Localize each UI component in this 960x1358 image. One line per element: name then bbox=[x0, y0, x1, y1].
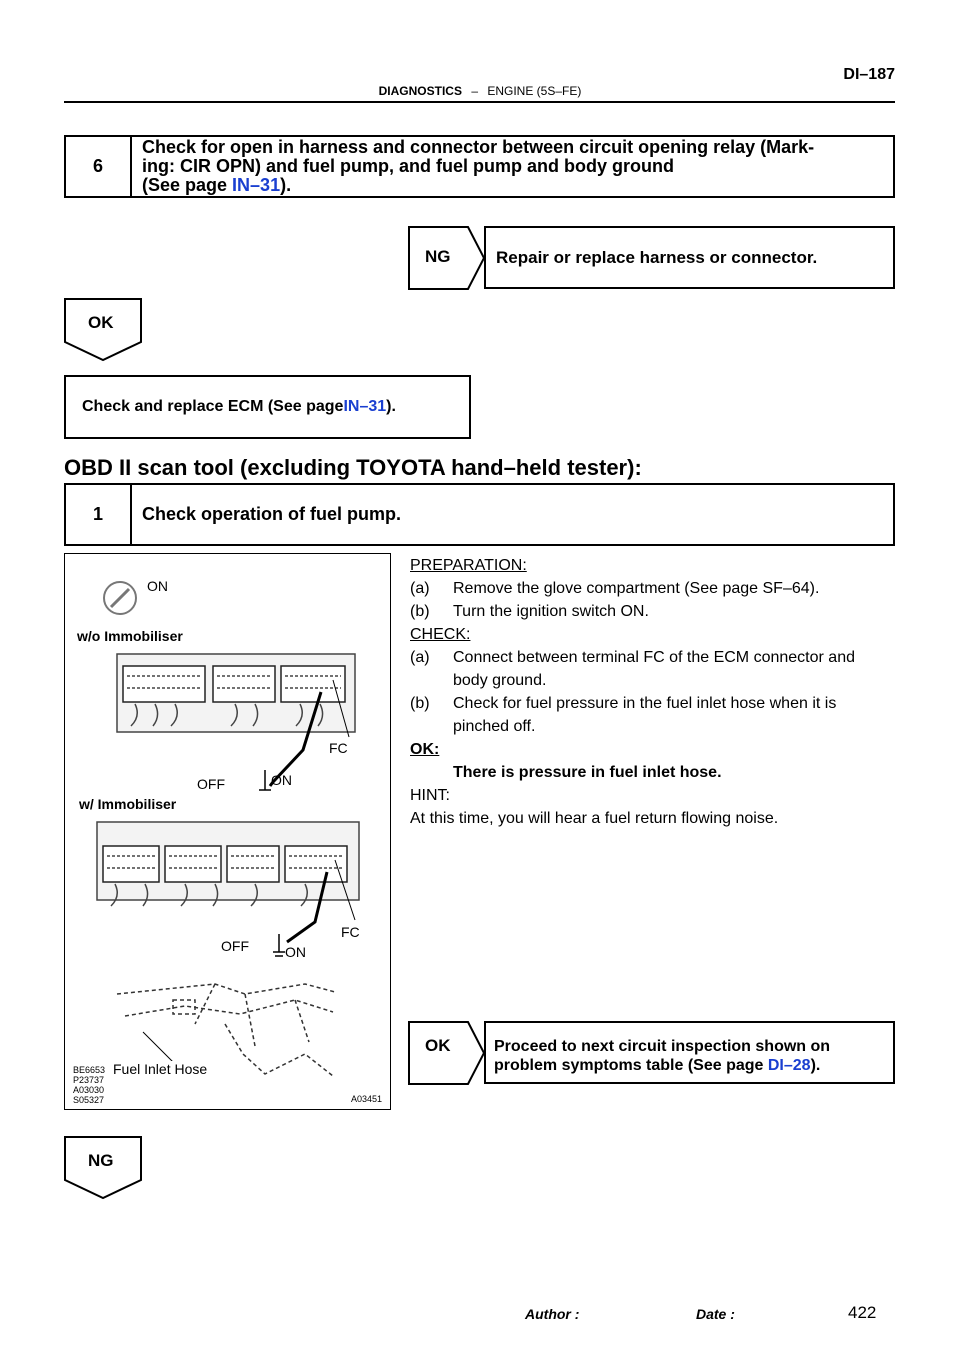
step-6-box bbox=[64, 135, 895, 198]
check-b-cont: pinched off. bbox=[453, 718, 536, 735]
step-6-line-2: ing: CIR OPN) and fuel pump, and fuel pump and body ground bbox=[142, 156, 674, 176]
running-header bbox=[0, 84, 960, 98]
fig-code: A03451 bbox=[351, 1094, 383, 1104]
fig-fc-upper: FC bbox=[329, 740, 348, 756]
ng-result-text: Repair or replace harness or connector. bbox=[496, 247, 818, 267]
link-di-28[interactable]: DI–28 bbox=[767, 1057, 811, 1074]
ok-result-line-1: Proceed to next circuit inspection shown on bbox=[494, 1038, 831, 1055]
prep-b: (b) Turn the ignition switch ON. bbox=[410, 603, 649, 620]
header-subsection: ENGINE (5S–FE) bbox=[487, 84, 582, 98]
step-6-line-1: Check for open in harness and connector between circuit opening relay (Mark- bbox=[142, 137, 815, 157]
fig-fc-lower: FC bbox=[341, 924, 360, 940]
fig-on-upper: ON bbox=[271, 772, 292, 788]
step-1-text: Check operation of fuel pump. bbox=[142, 504, 402, 524]
header-rule bbox=[64, 101, 895, 103]
ok-result-box bbox=[484, 1021, 895, 1084]
fig-on-label: ON bbox=[147, 578, 168, 594]
figure-frame bbox=[64, 553, 391, 1110]
ng-label: NG bbox=[425, 247, 451, 266]
fig-off-lower: OFF bbox=[221, 938, 249, 954]
page-code: DI–187 bbox=[843, 66, 895, 83]
fig-ref-codes: BE6653 P23737 A03030 S05327 bbox=[73, 1065, 106, 1105]
ok-text: There is pressure in fuel inlet hose. bbox=[453, 764, 722, 781]
hint-text: At this time, you will hear a fuel return flowing noise. bbox=[410, 810, 779, 827]
header-section: DIAGNOSTICS bbox=[378, 84, 462, 98]
hint-heading: HINT: bbox=[410, 787, 450, 804]
ok-tab-label: OK bbox=[88, 313, 114, 332]
ok-heading: OK: bbox=[410, 741, 440, 758]
step-6-text bbox=[132, 137, 824, 196]
check-a: (a) Connect between terminal FC of the ECM connector and bbox=[410, 649, 855, 666]
header-dash: – bbox=[471, 84, 478, 98]
section-title: OBD II scan tool (excluding TOYOTA hand–held tester): bbox=[64, 455, 642, 480]
footer-page-number: 422 bbox=[848, 1303, 877, 1322]
preparation-heading: PREPARATION: bbox=[410, 557, 527, 574]
fig-w-immobiliser: w/ Immobiliser bbox=[79, 796, 177, 812]
ng-result-box bbox=[484, 226, 895, 289]
ecm-box: Check and replace ECM (See page IN–31 ). bbox=[64, 375, 471, 439]
procedure bbox=[410, 554, 896, 830]
fig-fuel-inlet-hose: Fuel Inlet Hose bbox=[113, 1061, 208, 1077]
fig-on-lower: ON bbox=[285, 944, 306, 960]
check-a-cont: body ground. bbox=[453, 672, 547, 689]
prep-a: (a) Remove the glove compartment (See page SF–64). bbox=[410, 580, 820, 597]
step-1-box bbox=[64, 483, 895, 546]
ecm-connector-lower bbox=[97, 822, 359, 906]
step-1-number: 1 bbox=[66, 485, 132, 544]
check-heading: CHECK: bbox=[410, 626, 471, 643]
check-b: (b) Check for fuel pressure in the fuel inlet hose when it is bbox=[410, 695, 837, 712]
ok-result-line-2: problem symptoms table (See page DI–28). bbox=[494, 1057, 821, 1074]
ecm-text: Check and replace ECM (See page bbox=[82, 398, 344, 415]
footer-date: Date : bbox=[696, 1306, 735, 1322]
ground-symbol-upper bbox=[259, 770, 271, 790]
ok-branch-label: OK bbox=[425, 1036, 451, 1055]
link-in-31[interactable]: IN–31 bbox=[232, 175, 281, 195]
footer-author: Author : bbox=[525, 1306, 580, 1322]
step-6-line-3: (See page IN–31). bbox=[142, 175, 292, 195]
ng-tab-label: NG bbox=[88, 1151, 114, 1170]
fig-wo-immobiliser: w/o Immobiliser bbox=[77, 628, 183, 644]
step-6-number: 6 bbox=[66, 137, 132, 196]
link-ecm-in-31[interactable]: IN–31 bbox=[343, 398, 387, 415]
ignition-key-icon bbox=[104, 582, 136, 614]
ground-symbol-lower bbox=[273, 934, 285, 956]
fig-off-upper: OFF bbox=[197, 776, 225, 792]
